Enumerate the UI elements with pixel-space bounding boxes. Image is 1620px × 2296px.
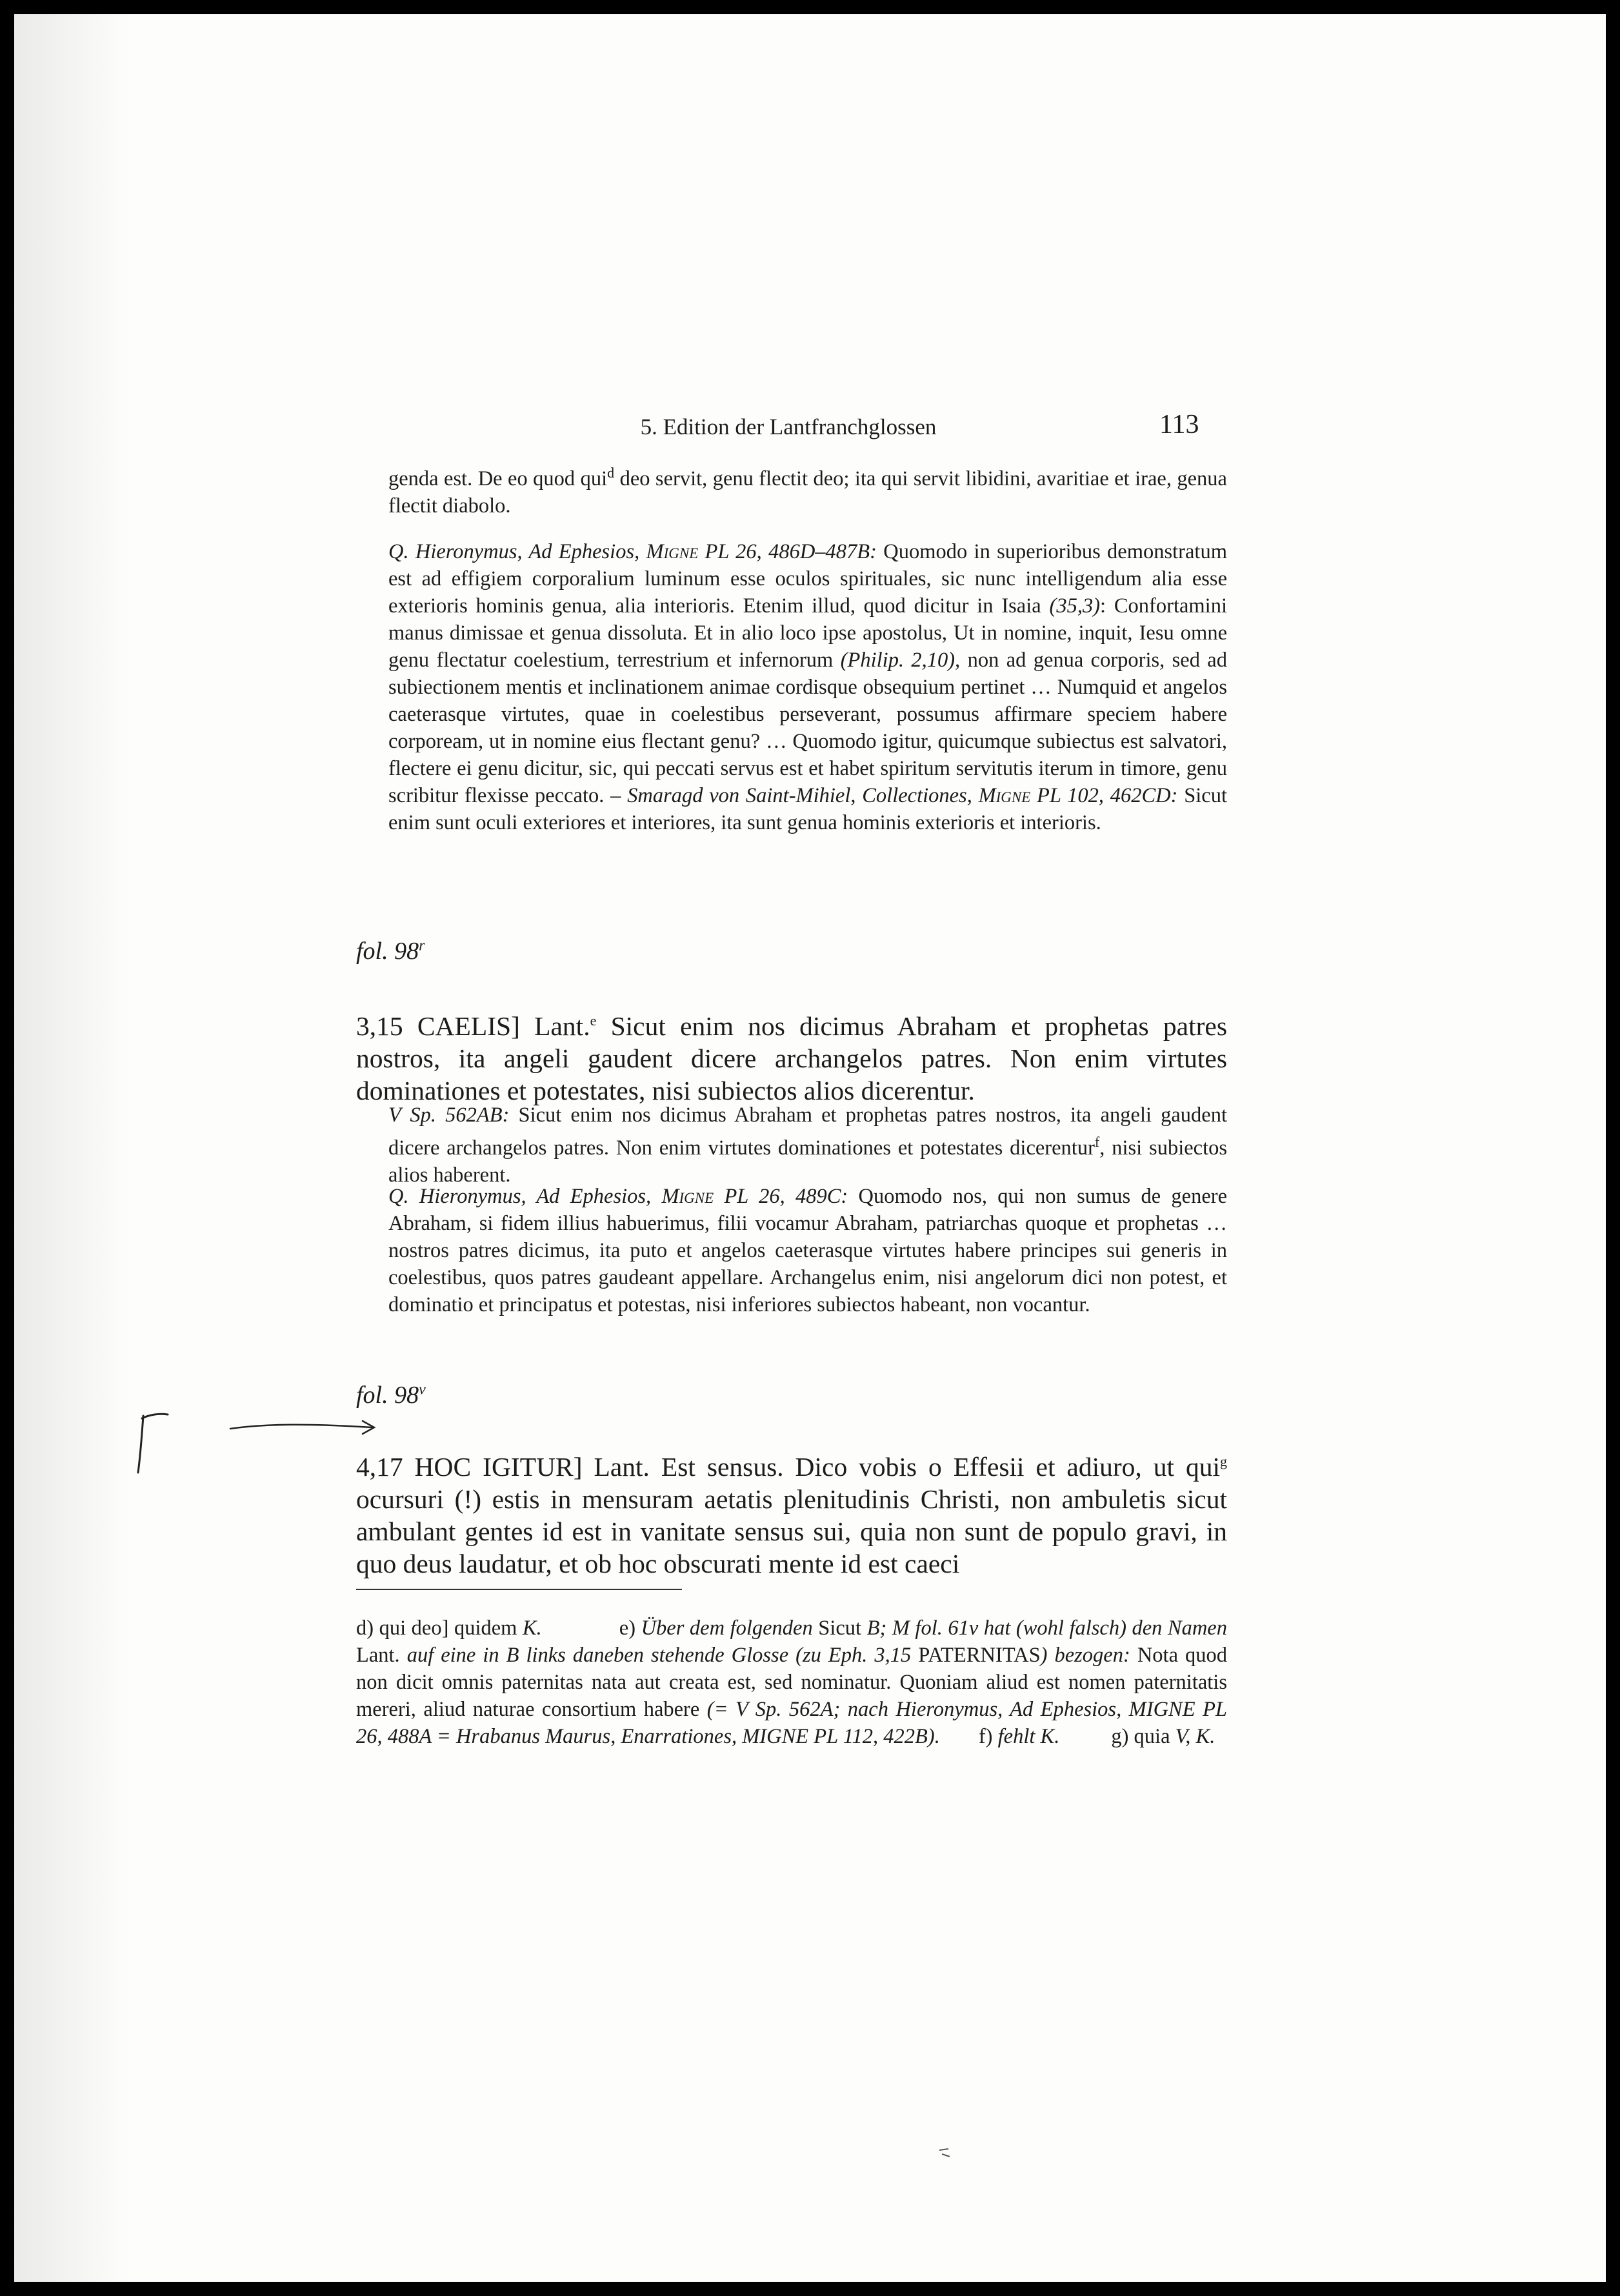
scan-speck <box>935 2144 955 2163</box>
folio-label-98r: fol. 98$^r$ <box>356 937 425 965</box>
page-sheet <box>14 14 1606 2282</box>
handwritten-arrow-icon <box>227 1415 382 1440</box>
page-number: 113 <box>1159 410 1199 439</box>
folio-label-98v: fol. 98$^v$ <box>356 1381 426 1409</box>
footnote-ref-g: g <box>1220 1453 1227 1469</box>
lemma-4-17: 4,17 HOC IGITUR] Lant. <box>356 1451 650 1482</box>
footnote-ref-f: f <box>1094 1134 1100 1150</box>
footnote-d: d) qui deo] quidem K. <box>356 1616 542 1640</box>
footnote-ref-d: d <box>607 465 615 481</box>
gloss-main-3-15: 3,15 CAELIS] Lant.$^e$ Sicut enim nos dicimus Abraham et prophetas patres nostros, ita angeli gaudent dicere archangelos patres. Non enim virtutes dominationes et potestates, nisi subiectos alios dicerentur. <box>356 1011 1227 1105</box>
footnote-f: f) fehlt K. <box>978 1725 1060 1748</box>
quote-block-v-sp: V Sp. 562AB: Sicut enim nos dicimus Abraham et prophetas patres nostros, ita angeli gaudent dicere archangelos patres. Non enim virtutes dominationes et potestates dicerentur$^f$, nisi subiectos alios haberent. <box>388 1103 1227 1187</box>
footnote-e: e) Über dem folgenden Sicut B; M fol. 61v hat (wohl falsch) den Namen Lant. auf eine in B links daneben stehende Glosse (zu Eph. 3,15 PATERNITAS) bezogen: Nota quod non dicit omnis paternitas nata aut creata est, sed nominatur. Quoniam aliud est nomen paternitatis mereri, aliud naturae consortium habere (= V Sp. 562A; nach Hieronymus, Ad Ephesios, MIGNE PL 26, 488A = Hrabanus Maurus, Enarrationes, MIGNE PL 112, 422B). <box>356 1616 1227 1748</box>
handwritten-f-mark <box>130 1408 175 1479</box>
quote-block-1: genda est. De eo quod qui$^d$ deo servit, genu flectit deo; ita qui servit libidini, avaritiae et irae, genua flectit diabolo. <box>388 465 1227 518</box>
footnote-rule <box>356 1589 682 1590</box>
footnote-ref-e: e <box>590 1012 597 1029</box>
gloss-main-4-17: 4,17 HOC IGITUR] Lant. Est sensus. Dico vobis o Effesii et adiuro, ut qui$^g$ ocursuri (!) estis in mensuram aetatis plenitudinis Christi, non ambuletis sicut ambulant gentes id est in vanitate sensus sui, quia non sunt de populo gravi, in quo deus laudatur, et ob hoc obscurati mente id est caeci <box>356 1451 1227 1578</box>
running-head: 5. Edition der Lantfranchglossen <box>640 414 937 439</box>
lemma-3-15: 3,15 CAELIS] Lant. <box>356 1011 590 1041</box>
footnote-g: g) quia V, K. <box>1111 1725 1215 1748</box>
footnotes <box>356 1615 1227 1750</box>
quote-block-hieronymus-489c: Q. Hieronymus, Ad Ephesios, Migne PL 26, 489C: Quomodo nos, qui non sumus de genere Abraham, si fidem illius habuerimus, filii vocamur Abraham, patriarchas quoque et prophetas … nostros patres dicimus, ita puto et angelos caeterasque virtutes habere principes sui generis in coelestibus, quos patres gaudeant appellare. Archangelus enim, nisi angelorum dici non potest, et dominatio et principatus et potestas, nisi inferiores subiectos habeant, non vocantur. <box>388 1185 1228 1316</box>
quote-block-2: Q. Hieronymus, Ad Ephesios, Migne PL 26, 486D–487B: Quomodo in superioribus demonstratum est ad effigiem corporalium luminum esse oculos spirituales, sic nunc intelligendum alia esse exterioris hominis genua, alia interioris. Etenim illud, quod dicitur in Isaia (35,3): Confortamini manus dimissae et genua dissoluta. Et in alio loco ipse apostolus, Ut in nomine, inquit, Iesu omne genu flectatur coelestium, terrestrium et infernorum (Philip. 2,10), non ad genua corporis, sed ad subiectionem mentis et inclinationem animae cordisque obsequium pertinet … Numquid et angelos caeterasque virtutes, quae in coelestibus perseverant, possumus affirmare speciem habere corpoream, ut in nomine eius flectant genu? … Quomodo igitur, quicumque subiectus est salvatori, flectere ei genu dicitur, sic, qui peccati servus est et habet spiritum servitutis iterum in timore, genu scribitur flexisse peccato. – Smaragd von Saint-Mihiel, Collectiones, Migne PL 102, 462CD: Sicut enim sunt oculi exteriores et interiores, ita sunt genua hominis exterioris et interioris. <box>388 540 1228 834</box>
scan-streak <box>14 14 130 2282</box>
